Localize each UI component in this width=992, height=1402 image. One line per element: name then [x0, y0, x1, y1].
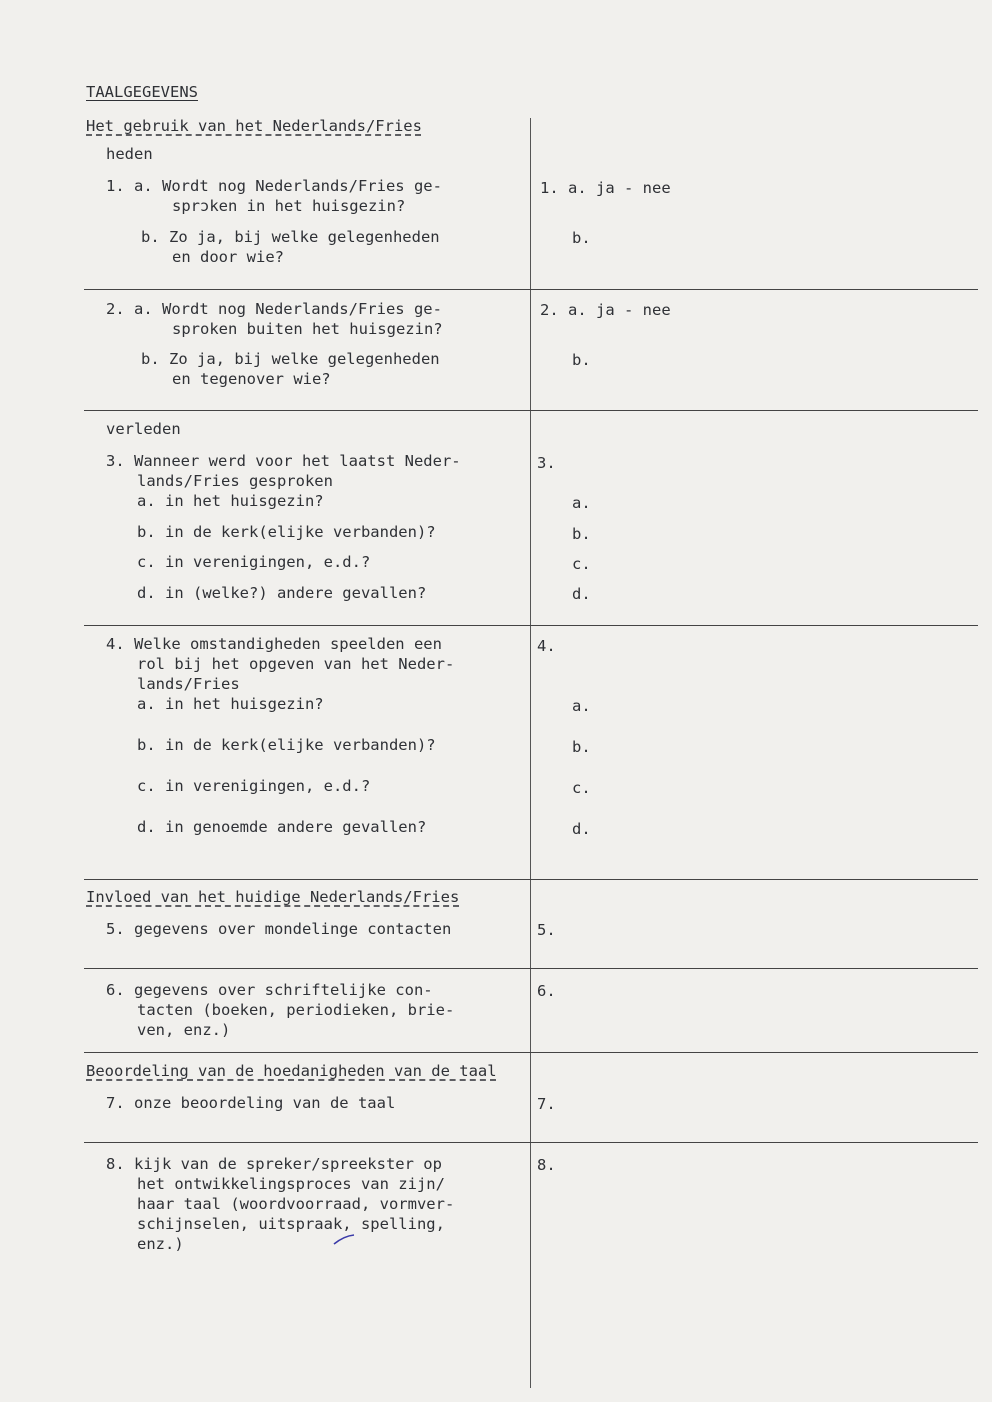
answer-3c: c. [572, 555, 591, 573]
answer-7: 7. [537, 1095, 556, 1113]
answer-4d: d. [572, 820, 591, 838]
section-heading-influence: Invloed van het huidige Nederlands/Fries [86, 888, 460, 906]
answer-4a: a. [572, 697, 591, 715]
subheading-heden: heden [106, 145, 153, 163]
question-5: 5. gegevens over mondelinge contacten [106, 920, 452, 938]
answer-4: 4. [537, 637, 556, 655]
answer-3: 3. [537, 454, 556, 472]
question-4d: d. in genoemde andere gevallen? [137, 818, 427, 836]
question-8-line-1: 8. kijk van de spreker/spreekster op [106, 1155, 442, 1173]
row-divider [84, 289, 978, 290]
document-title: TAALGEGEVENS [86, 83, 198, 101]
question-4-line-1: 4. Welke omstandigheden speelden een [106, 635, 442, 653]
question-8-line-4: schijnselen, uitspraak, spelling, [137, 1215, 445, 1233]
question-6-line-1: 6. gegevens over schriftelijke con- [106, 981, 433, 999]
row-divider [84, 879, 978, 880]
question-2a-line-2: sproken buiten het huisgezin? [172, 320, 443, 338]
answer-4b: b. [572, 738, 591, 756]
question-3d: d. in (welke?) andere gevallen? [137, 584, 427, 602]
column-divider [530, 118, 531, 1388]
question-2b-line-1: b. Zo ja, bij welke gelegenheden [141, 350, 440, 368]
question-2a-line-1: 2. a. Wordt nog Nederlands/Fries ge- [106, 300, 442, 318]
question-1a-line-2: sprɔken in het huisgezin? [172, 197, 406, 215]
answer-8: 8. [537, 1156, 556, 1174]
question-6-line-2: tacten (boeken, periodieken, brie- [137, 1001, 455, 1019]
question-3-line-1: 3. Wanneer werd voor het laatst Neder- [106, 452, 461, 470]
question-6-line-3: ven, enz.) [137, 1021, 231, 1039]
answer-3a: a. [572, 494, 591, 512]
question-4-line-3: lands/Fries [137, 675, 240, 693]
subheading-verleden: verleden [106, 420, 181, 438]
row-divider [84, 625, 978, 626]
question-8-line-2: het ontwikkelingsproces van zijn/ [137, 1175, 445, 1193]
question-4b: b. in de kerk(elijke verbanden)? [137, 736, 436, 754]
question-4-line-2: rol bij het opgeven van het Neder- [137, 655, 455, 673]
question-8-line-5: enz.) [137, 1235, 184, 1253]
answer-3b: b. [572, 525, 591, 543]
answer-6: 6. [537, 982, 556, 1000]
question-4c: c. in verenigingen, e.d.? [137, 777, 371, 795]
question-1b-line-2: en door wie? [172, 248, 284, 266]
question-1b-line-1: b. Zo ja, bij welke gelegenheden [141, 228, 440, 246]
question-2b-line-2: en tegenover wie? [172, 370, 331, 388]
question-4a: a. in het huisgezin? [137, 695, 324, 713]
row-divider [84, 1142, 978, 1143]
question-8-line-3: haar taal (woordvoorraad, vormver- [137, 1195, 455, 1213]
row-divider [84, 968, 978, 969]
pen-mark [332, 1232, 358, 1248]
answer-2a: 2. a. ja - nee [540, 301, 671, 319]
question-3a: a. in het huisgezin? [137, 492, 324, 510]
answer-1a: 1. a. ja - nee [540, 179, 671, 197]
section-heading-usage: Het gebruik van het Nederlands/Fries [86, 117, 422, 135]
answer-1b: b. [572, 229, 591, 247]
question-3-line-2: lands/Fries gesproken [137, 472, 333, 490]
row-divider [84, 1052, 978, 1053]
question-3b: b. in de kerk(elijke verbanden)? [137, 523, 436, 541]
question-3c: c. in verenigingen, e.d.? [137, 553, 371, 571]
question-7: 7. onze beoordeling van de taal [106, 1094, 396, 1112]
question-1a-line-1: 1. a. Wordt nog Nederlands/Fries ge- [106, 177, 442, 195]
answer-2b: b. [572, 351, 591, 369]
answer-5: 5. [537, 921, 556, 939]
answer-3d: d. [572, 585, 591, 603]
row-divider [84, 410, 978, 411]
section-heading-assessment: Beoordeling van de hoedanigheden van de taal [86, 1062, 497, 1080]
answer-4c: c. [572, 779, 591, 797]
